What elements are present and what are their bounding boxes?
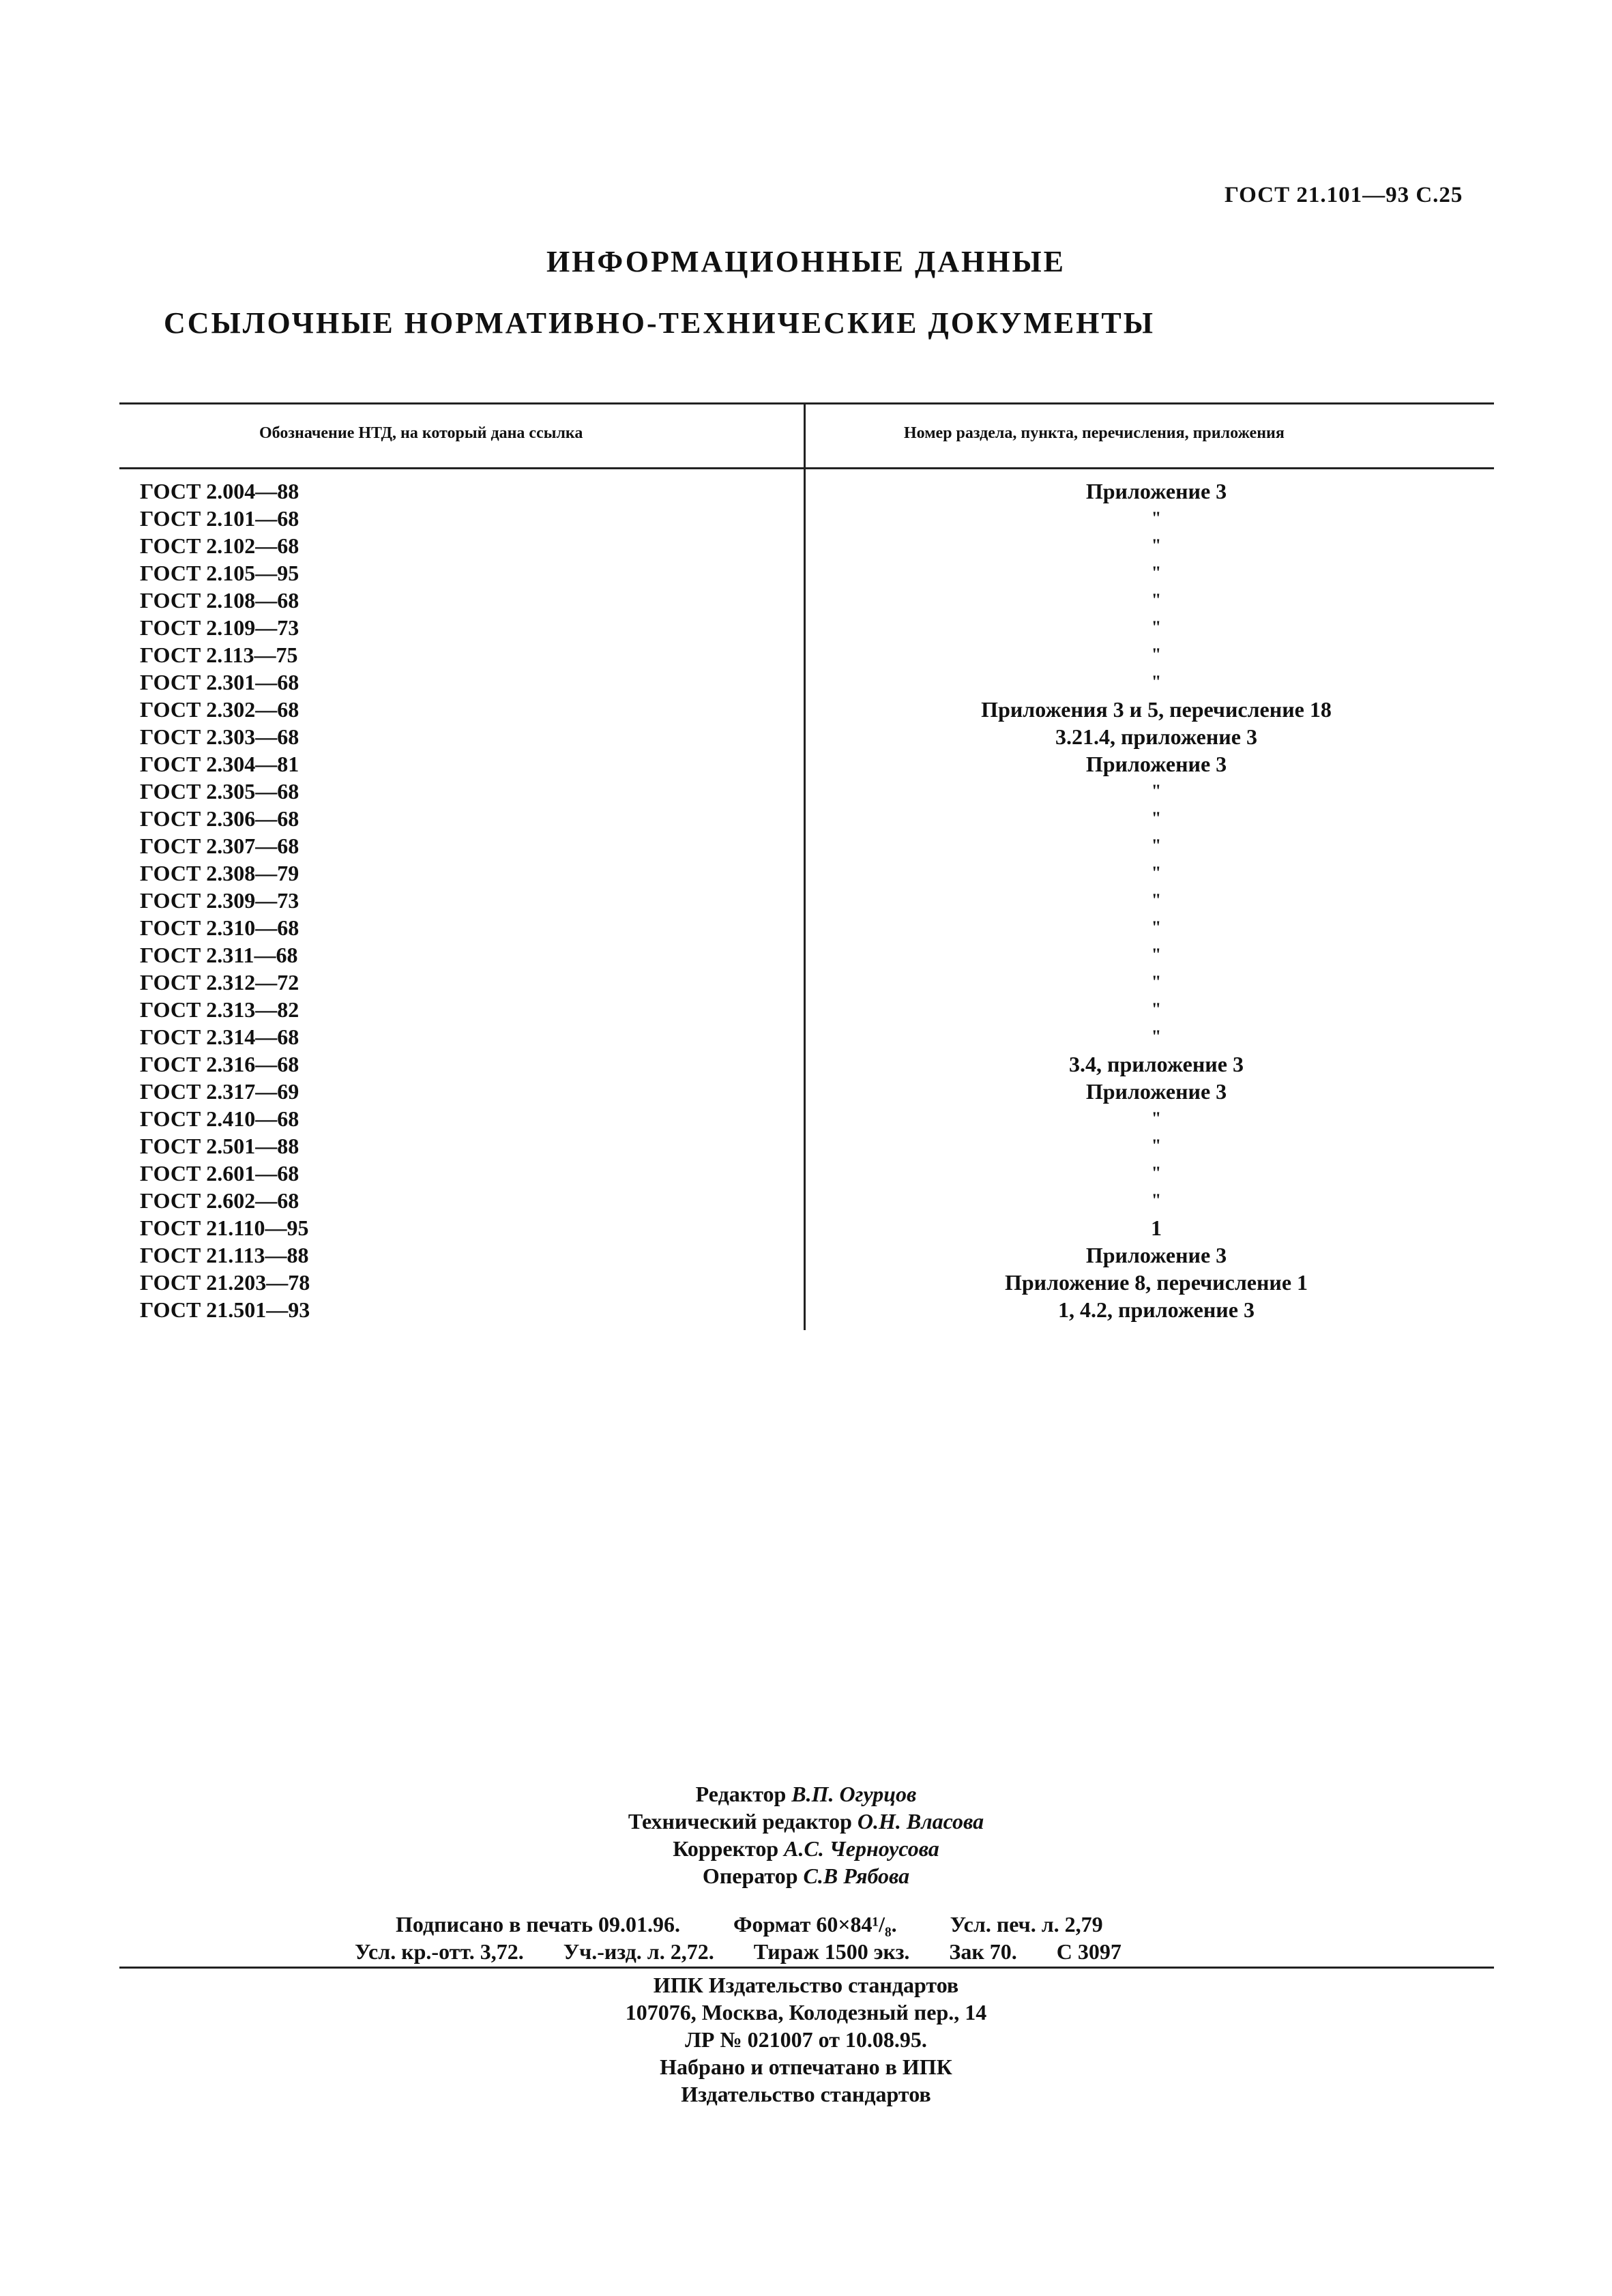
ref-cell: Приложение 3 [1085,1243,1227,1267]
credit-role: Корректор [673,1836,779,1861]
table-header-doc: Обозначение НТД, на который дана ссылка [259,424,583,442]
pub-print-sheets: Усл. печ. л. 2,79 [950,1912,1103,1937]
pub-order: Зак 70. [949,1939,1017,1964]
ref-cell: Приложения 3 и 5, перечисление 18 [981,697,1332,722]
page-header: ГОСТ 21.101—93 С.25 [1225,183,1463,207]
doc-cell: ГОСТ 2.311—68 [140,943,298,967]
table-header-rule [119,467,1494,469]
pub-code: С 3097 [1056,1939,1122,1964]
doc-cell: ГОСТ 2.101—68 [140,506,299,531]
ref-cell: " [1151,672,1162,692]
credit-role: Редактор [695,1782,787,1806]
ref-cell: " [1151,645,1162,664]
imprint-rule [119,1967,1494,1969]
credit-name: А.С. Черноусова [784,1836,939,1861]
pub-signed: Подписано в печать 09.01.96. [396,1912,681,1937]
ref-cell: 1 [1151,1216,1162,1240]
ref-cell: " [1151,1136,1162,1156]
imprint-block [0,1971,1612,2108]
doc-cell: ГОСТ 2.310—68 [140,915,299,940]
ref-cell: " [1151,535,1162,555]
credit-role: Технический редактор [628,1809,852,1834]
ref-cell: 3.4, приложение 3 [1069,1052,1244,1076]
credit-line [0,1808,1612,1835]
doc-cell: ГОСТ 2.308—79 [140,861,299,885]
doc-cell: ГОСТ 2.317—69 [140,1079,299,1104]
ref-cell: " [1151,1108,1162,1128]
doc-cell: ГОСТ 2.304—81 [140,752,299,776]
doc-cell: ГОСТ 2.314—68 [140,1025,299,1049]
doc-cell: ГОСТ 2.601—68 [140,1161,299,1186]
doc-cell: ГОСТ 2.316—68 [140,1052,299,1076]
ref-cell: " [1151,863,1162,883]
doc-cell: ГОСТ 2.501—88 [140,1134,299,1158]
doc-cell: ГОСТ 2.307—68 [140,834,299,858]
doc-cell: ГОСТ 2.306—68 [140,806,299,831]
imprint-line: Набрано и отпечатано в ИПК [660,2055,952,2079]
publication-line-2 [355,1939,1122,1964]
doc-cell: ГОСТ 2.602—68 [140,1188,299,1213]
ref-cell: " [1151,999,1162,1019]
ref-cell: " [1151,890,1162,910]
table-top-rule [119,402,1494,404]
doc-cell: ГОСТ 2.312—72 [140,970,299,995]
table-header-ref: Номер раздела, пункта, перечисления, приложения [904,424,1285,442]
credit-line [0,1862,1612,1889]
ref-cell: " [1151,945,1162,965]
section-title: ССЫЛОЧНЫЕ НОРМАТИВНО-ТЕХНИЧЕСКИЕ ДОКУМЕНТЫ [164,306,1155,340]
doc-cell: ГОСТ 2.102—68 [140,533,299,558]
ref-cell: " [1151,917,1162,937]
doc-cell: ГОСТ 2.313—82 [140,997,299,1022]
pub-color-prints: Усл. кр.-отт. 3,72. [355,1939,524,1964]
ref-cell: " [1151,508,1162,528]
ref-cell: " [1151,1190,1162,1210]
ref-cell: " [1151,781,1162,801]
imprint-line: ИПК Издательство стандартов [653,1973,959,1997]
credit-line [0,1780,1612,1808]
ref-cell: Приложение 8, перечисление 1 [1004,1270,1308,1295]
ref-cell: Приложение 3 [1085,752,1227,776]
publication-line-1 [396,1912,1103,1937]
imprint-line: Издательство стандартов [681,2082,931,2106]
ref-cell: " [1151,972,1162,992]
doc-cell: ГОСТ 2.309—73 [140,888,299,913]
doc-cell: ГОСТ 2.303—68 [140,724,299,749]
credits-block [0,1780,1612,1889]
doc-cell: ГОСТ 2.410—68 [140,1106,299,1131]
doc-cell: ГОСТ 2.004—88 [140,479,299,503]
doc-cell: ГОСТ 2.305—68 [140,779,299,804]
ref-cell: " [1151,808,1162,828]
doc-column [140,477,808,1323]
credit-role: Оператор [702,1864,798,1888]
ref-cell: " [1151,1163,1162,1183]
ref-cell: " [1151,590,1162,610]
ref-cell: Приложение 3 [1085,1079,1227,1104]
ref-cell: Приложение 3 [1085,479,1227,503]
credit-name: О.Н. Власова [857,1809,984,1834]
ref-cell: " [1151,1027,1162,1046]
ref-cell: 3.21.4, приложение 3 [1055,724,1257,749]
pub-circulation: Тираж 1500 экз. [753,1939,910,1964]
doc-cell: ГОСТ 2.113—75 [140,643,298,667]
ref-cell: " [1151,836,1162,855]
imprint-line: ЛР № 021007 от 10.08.95. [685,2027,927,2052]
doc-cell: ГОСТ 21.203—78 [140,1270,310,1295]
credit-name: С.В Рябова [803,1864,910,1888]
doc-cell: ГОСТ 2.105—95 [140,561,299,585]
doc-cell: ГОСТ 21.110—95 [140,1216,309,1240]
page-title: ИНФОРМАЦИОННЫЕ ДАННЫЕ [546,245,1066,278]
ref-cell: " [1151,617,1162,637]
imprint-line: 107076, Москва, Колодезный пер., 14 [625,2000,987,2025]
ref-cell: " [1151,563,1162,583]
doc-cell: ГОСТ 2.302—68 [140,697,299,722]
doc-cell: ГОСТ 2.108—68 [140,588,299,613]
ref-cell: 1, 4.2, приложение 3 [1058,1297,1255,1322]
credit-name: В.П. Огурцов [791,1782,917,1806]
doc-cell: ГОСТ 2.109—73 [140,615,299,640]
pub-format: Формат 60×84¹/₈. [733,1912,897,1937]
ref-column [812,477,1501,1323]
doc-cell: ГОСТ 2.301—68 [140,670,299,694]
doc-cell: ГОСТ 21.501—93 [140,1297,310,1322]
pub-edition-sheets: Уч.-изд. л. 2,72. [563,1939,714,1964]
doc-cell: ГОСТ 21.113—88 [140,1243,309,1267]
credit-line [0,1835,1612,1862]
